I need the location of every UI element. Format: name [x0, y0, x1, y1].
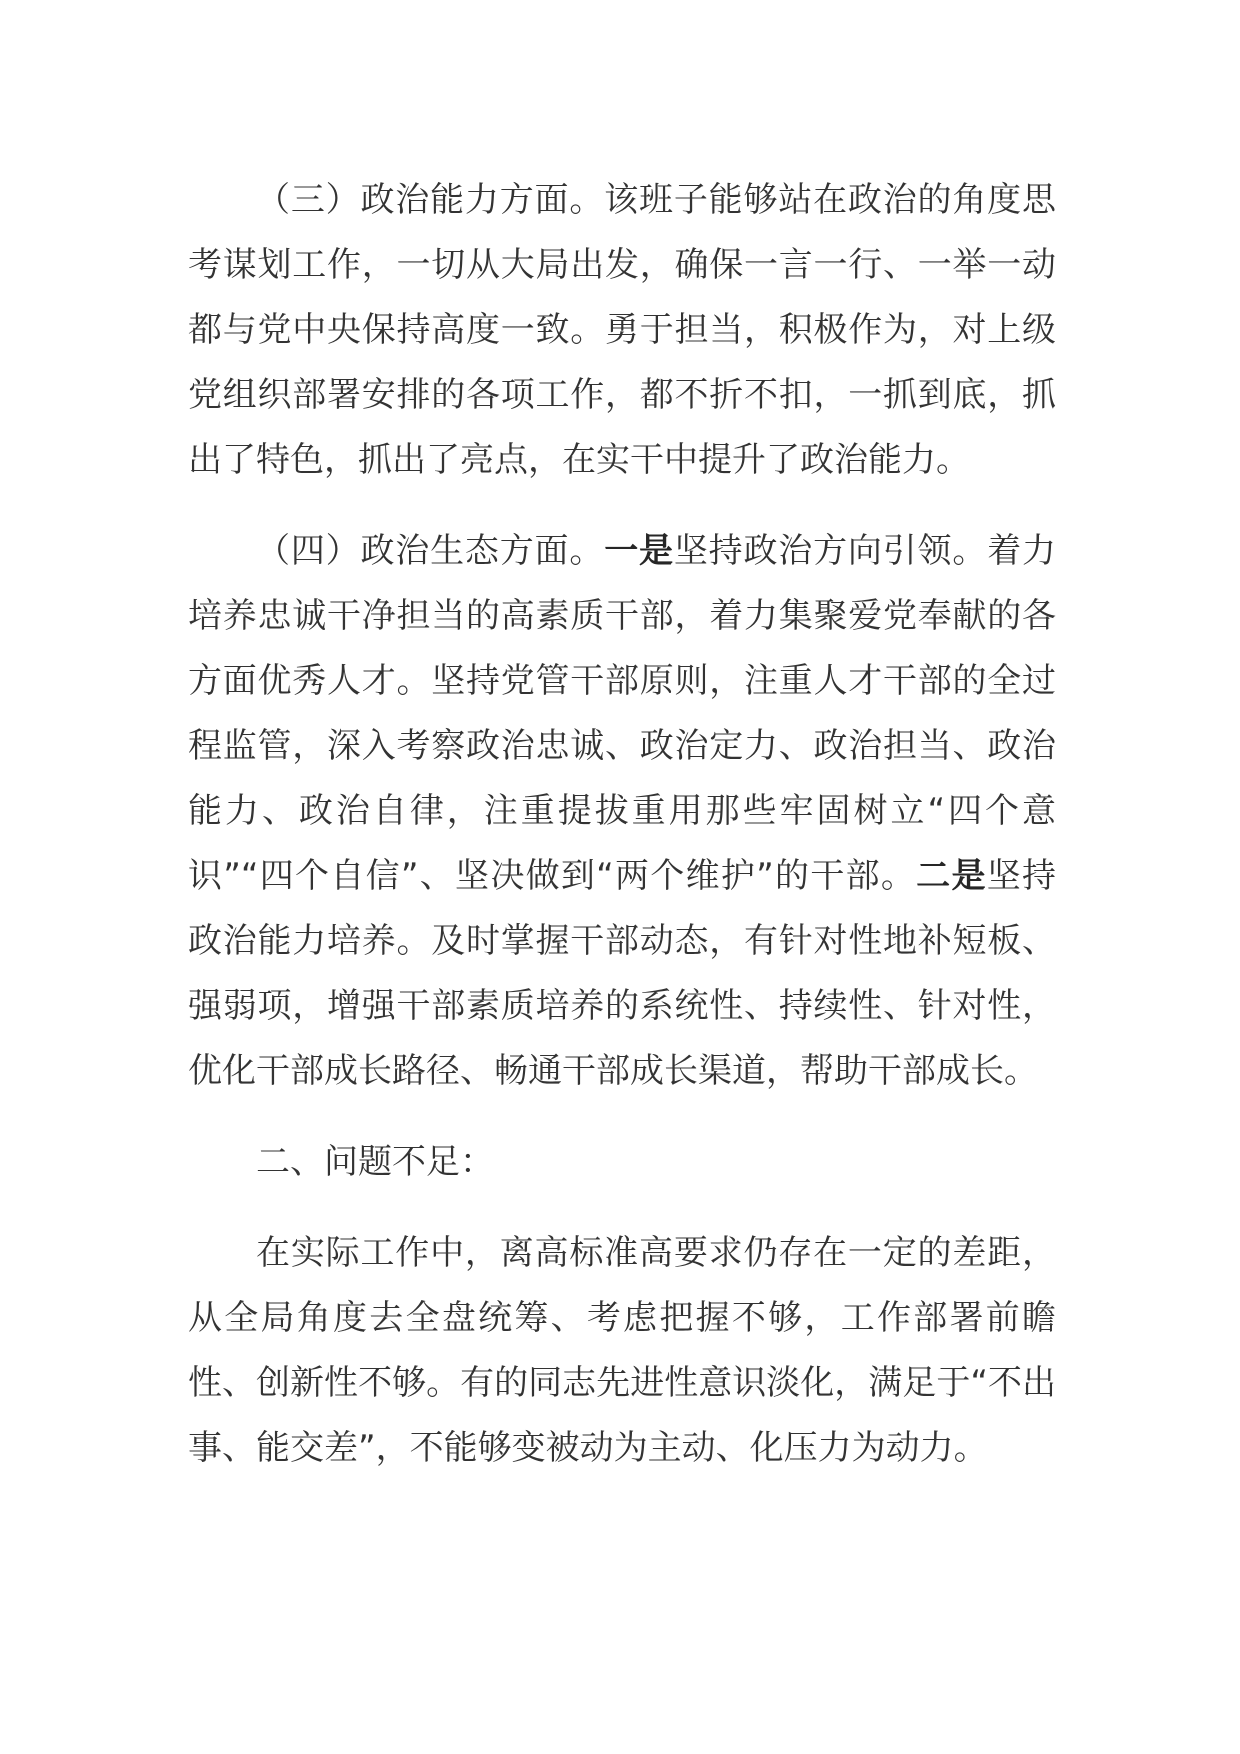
- paragraph-political-ecology-intro: （四）政治生态方面。: [256, 531, 605, 571]
- paragraph-political-ecology-text2: 坚持政治能力培养。及时掌握干部动态，有针对性地补短板、强弱项，增强干部素质培养的系统性、持续性、针对性，优化干部成长路径、畅通干部成长渠道，帮助干部成长。: [188, 856, 1057, 1091]
- paragraph-problems: 在实际工作中，离高标准高要求仍存在一定的差距，从全局角度去全盘统筹、考虑把握不够，工作部署前瞻性、创新性不够。有的同志先进性意识淡化，满足于“不出事、能交差”，不能够变被动为主动、化压力为动力。: [188, 1233, 1056, 1468]
- document-body: [188, 168, 1056, 1481]
- paragraph-political-ecology-text1: 坚持政治方向引领。着力培养忠诚干净担当的高素质干部，着力集聚爱党奉献的各方面优秀人才。坚持党管干部原则，注重人才干部的全过程监管，深入考察政治忠诚、政治定力、政治担当、政治能力、政治自律，注重提拔重用那些牢固树立“四个意识”“四个自信”、坚决做到“两个维护”的干部。: [188, 531, 1057, 896]
- paragraph-political-ability: （三）政治能力方面。该班子能够站在政治的角度思考谋划工作，一切从大局出发，确保一言一行、一举一动都与党中央保持高度一致。勇于担当，积极作为，对上级党组织部署安排的各项工作，都不折不扣，一抓到底，抓出了特色，抓出了亮点，在实干中提升了政治能力。: [188, 180, 1056, 480]
- paragraph-political-ecology: [188, 519, 1056, 1104]
- section-heading-problems: 二、问题不足：: [256, 1142, 494, 1182]
- lead-second: 二是: [916, 856, 987, 896]
- lead-first: 一是: [604, 531, 674, 571]
